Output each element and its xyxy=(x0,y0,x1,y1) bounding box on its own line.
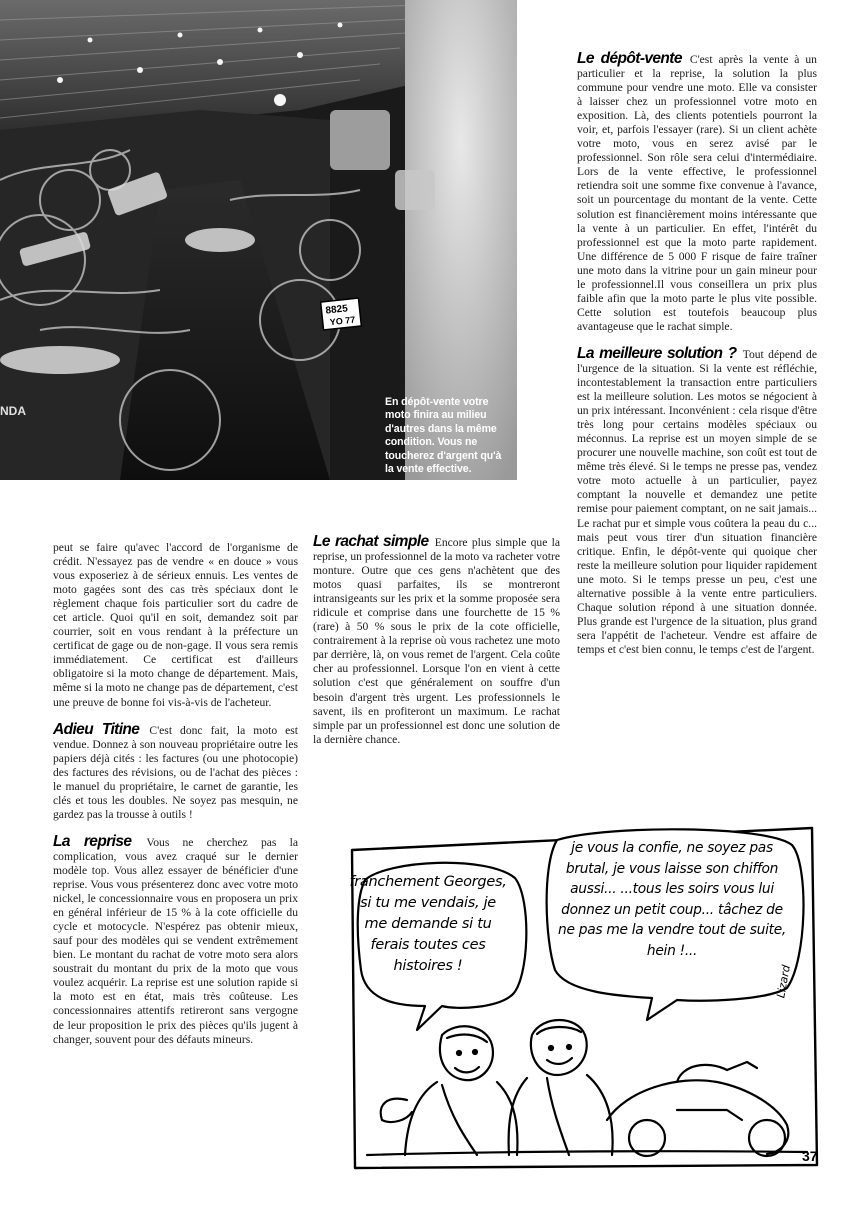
heading-rachat-simple: Le rachat simple xyxy=(313,533,429,550)
license-plate-region: YO 77 xyxy=(329,314,356,328)
paragraph-gage: peut se faire qu'avec l'accord de l'organisme de crédit. N'essayez pas de vendre « en douce » vous vous exposeriez à de sérieux ennuis. Les ventes de moto gagées sont des cas très spéciaux dont le règlement chaque fois particulier sort du cadre de cet article. Quoi qu'il en soit, demandez soit par courrier, soit en vous rendant à la préfecture un certificat de gage ou de non-gage. Il vous sera remis immédiatement. Ce certificat est d'ailleurs obligatoire si la moto change de département. Mais, même si la moto ne change pas de département, c'est une preuve de bonne foi vis-à-vis de l'acheteur. xyxy=(53,541,298,709)
license-plate-number: 8825 xyxy=(325,303,349,317)
column-right xyxy=(577,52,817,657)
heading-depot-vente: Le dépôt-vente xyxy=(577,50,682,67)
text-rachat-simple: Encore plus simple que la reprise, un professionnel de la moto va racheter votre monture. Outre que ces gens n'achètent que des motos quasi parfaites, ils se montreront intransigeants sur les prix et la somme proposée sera ridicule et comprise dans une fourchette de 15 % (rare) à 50 % sous le prix de la cote officielle, contrairement à la reprise où vous rachetez une moto par derrière, là, on vous remet de l'argent. Cela coûte cher au professionnel. Lorsque l'on en vient à cette solution c'est que généralement on souffre d'un besoin d'argent très urgent. Les professionnels le savent, ils en profiteront un maximum. Le rachat simple par un professionnel est donc une solution de la dernière chance. xyxy=(313,536,560,746)
text-la-reprise: Vous ne cherchez pas la complication, vous avez craqué sur le dernier modèle top. Vous allez essayer de bénéficier d'une reprise. Vous vous présenterez donc avec votre moto nickel, le concessionnaire vous en proposera un prix en général inférieur de 15 % à la cote officielle du cycle et motocycle. N'espérez pas obtenir mieux, sauf pour des modèles qui se vendent extrêmement bien. Le montant du rachat de votre moto sera alors soustrait du montant du prix de la moto que vous voulez acquérir. La reprise est une solution rapide si la moto est en état, mais très coûteuse. Les concessionnaires attentifs retireront sans vergogne de leur proposition le prix des pièces qu'ils jugent à changer, souvent pour des défauts mineurs. xyxy=(53,835,298,1046)
section-meilleure-solution xyxy=(577,344,817,657)
column-middle xyxy=(313,535,560,747)
page-number: 37 xyxy=(802,1148,818,1164)
heading-la-reprise: La reprise xyxy=(53,832,132,850)
text-depot-vente: C'est après la vente à un particulier et la reprise, la solution la plus commune pour vendre une moto. Elle va consister à laisser chez un professionnel votre moto en exposition. Là, des clients potentiels pourront la voir, et, parfois l'essayer (rare). Si un client achète votre moto, vous en serez avisé par le professionnel. Son rôle sera celui d'intermédiaire. Lors de la vente effective, le professionnel retiendra soit une somme fixe convenue à l'avance, soit un pourcentage du montant de la vente. Cette solution est financièrement moins intéressante que la vente à un particulier. En effet, l'intérêt du professionnel est que la moto parte rapidement. Une différence de 5 000 F risque de faire traîner une moto dans la vitrine pour un gain mineur pour le professionnel.Il vous conseillera un prix plus faible afin que la moto parte le plus vite possible. Cette solution est toutefois beaucoup plus avantageuse que le rachat simple. xyxy=(577,53,817,333)
column-left xyxy=(53,541,298,1047)
section-la-reprise xyxy=(53,832,298,1047)
section-adieu-titine xyxy=(53,720,299,822)
honda-sign-text: NDA xyxy=(0,404,26,418)
heading-adieu-titine: Adieu Titine xyxy=(53,720,140,738)
section-rachat-simple xyxy=(313,535,560,747)
photo-caption: En dépôt-vente votre moto finira au milieu d'autres dans la même condition. Vous ne toucherez d'argent qu'à la vente effective. xyxy=(385,396,502,476)
speech-bubble-left: franchement Georges, si tu me vendais, je me demande si tu ferais toutes ces histoires ! xyxy=(349,874,507,974)
artist-signature: Lizard xyxy=(774,964,793,999)
text-adieu-titine: C'est donc fait, la moto est vendue. Donnez à son nouveau propriétaire outre les papiers déjà cités : les factures (ou une photocopie) des factures des révisions, ou de l'achat des pièces : le manuel du propriétaire, le carnet de garantie, les clés et tous les doubles. Ne soyez pas mesquin, ne gardez pas la trousse à outils ! xyxy=(53,723,299,821)
heading-meilleure-solution: La meilleure solution ? xyxy=(577,344,737,362)
text-meilleure-solution: Tout dépend de l'urgence de la situation. Si la vente est réfléchie, incontestablement la transaction entre particuliers est la meilleure solution. Les motos se négocient à un prix intéressant. Inconvénient : cela risque d'être très long pour certains modèles spéciaux ou méconnus. La reprise est un moyen simple de se procurer une nouvelle machine, son coût est tout de même très élevé. Si le temps ne presse pas, vendez votre moto actuelle à un particulier, payez comptant la nouvelle et demandez une petite remise pour paiement comptant, on ne sait jamais... Le rachat pur et simple vous coûtera la peau du c... mais peut vous tirer d'un situation financière critique. Enfin, le dépôt-vente qui quoique cher reste la meilleure solution pour liquider rapidement une moto. Si le temps presse un peu, c'est une alternative possible à la vente entre particuliers. Chaque solution répond à une situation donnée. Plus grande est l'urgence de la situation, plus grand sera l'appétit de l'acheteur. Vendre est affaire de temps et c'est bien connu, le temps c'est de l'argent. xyxy=(577,347,817,656)
speech-bubble-right: je vous la confie, ne soyez pas brutal, je vous laisse son chiffon aussi... ...tous les soirs vous lui donnez un petit coup... tâchez de ne pas me la vendre tout de suite, hein !... xyxy=(558,840,786,959)
section-depot-vente xyxy=(577,52,817,334)
cartoon-illustration xyxy=(347,820,821,1174)
